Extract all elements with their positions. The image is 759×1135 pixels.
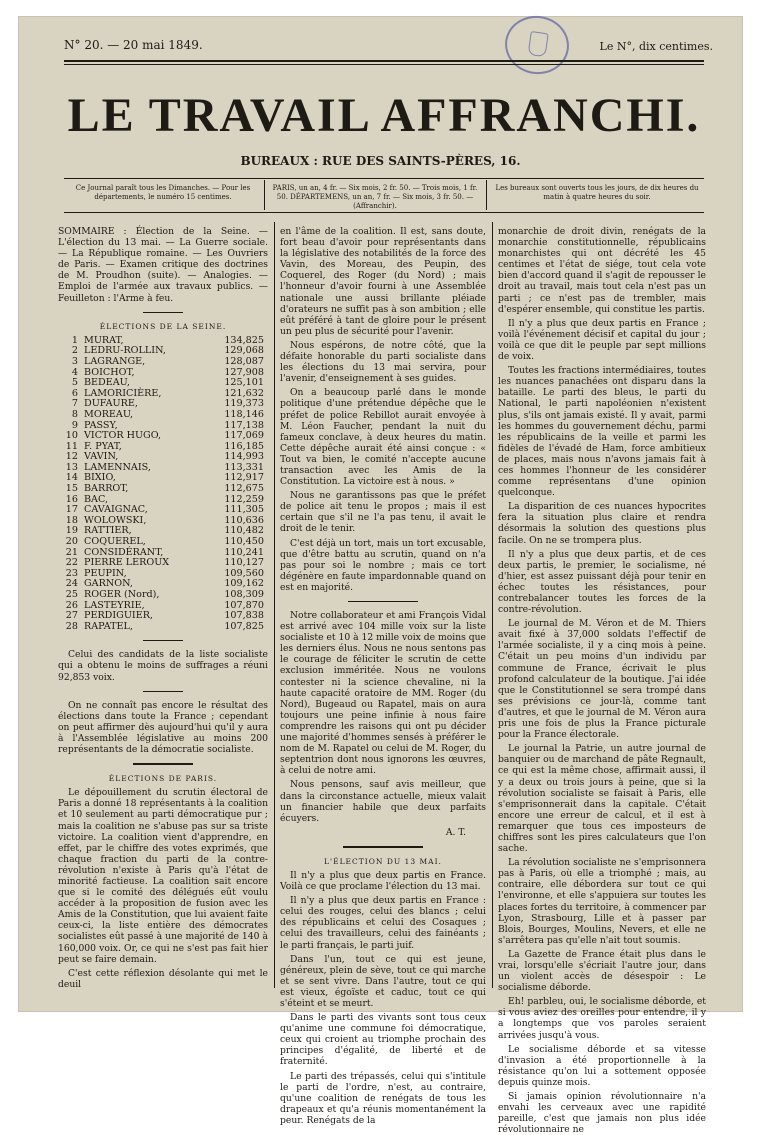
- paragraph: Il n'y a plus que deux partis en France : celui des rouges, celui des blancs ; celui des républicains et celui des Cosaques ; celui des travailleurs, celui des fainéants ; le parti français, le parti juif.: [280, 895, 486, 951]
- result-rank: 19: [65, 525, 78, 537]
- result-candidate: COQUEREL,: [84, 536, 146, 548]
- column-rule-2: [492, 222, 493, 988]
- results-heading: ÉLECTIONS DE LA SEINE.: [99, 321, 227, 331]
- result-votes: 118,146: [224, 408, 264, 420]
- signature: A. T.: [445, 826, 466, 838]
- masthead-title: LE TRAVAIL AFFRANCHI.: [67, 89, 701, 142]
- paragraph: Si jamais opinion révolutionnaire n'a envahi les cerveaux avec une rapidité pareille, c'est que jamais non plus idée révolutionnaire ne: [498, 1091, 706, 1135]
- result-rank: 21: [65, 546, 78, 558]
- result-votes: 112,917: [224, 472, 264, 484]
- result-candidate: LASTEYRIE,: [84, 599, 145, 611]
- paragraph: Il n'y a plus que deux partis, et de ces deux partis, le premier, le socialisme, né d'hier, est assez puissant déjà pour tenir en échec toutes les résistances, pour contrebalancer toutes les forces de la contre-révolution.: [498, 548, 706, 616]
- paragraph: On a beaucoup parlé dans le monde politique d'une prétendue dépêche que le préfet de police Rebillot aurait envoyée à M. Léon Faucher, pendant la nuit du fameux conclave, à deux heures du matin. Cette dépêche aurait été ainsi conçue : « Tout va bien, le comité n'accepte aucune transaction avec les Amis de la Constitution. La victoire est à nous. »: [280, 387, 486, 488]
- result-candidate: LAGRANGE,: [84, 355, 146, 367]
- result-rank: 13: [65, 461, 78, 473]
- result-candidate: LAMENNAIS,: [84, 461, 151, 473]
- result-candidate: PIERRE LEROUX: [84, 557, 170, 569]
- issue-number: N° 20. — 20 mai 1849.: [64, 38, 203, 52]
- separator: [143, 691, 183, 692]
- info-divider-1: [264, 180, 265, 210]
- result-rank: 24: [65, 578, 78, 590]
- info-rule-top: [64, 178, 704, 179]
- paragraph: C'est cette réflexion désolante qui met le deuil: [58, 967, 268, 990]
- top-rule: [64, 60, 704, 62]
- result-votes: 119,373: [224, 398, 264, 410]
- paragraph: Celui des candidats de la liste socialiste qui a obtenu le moins de suffrages a réuni 92,853 voix.: [58, 649, 268, 683]
- bureaux-address: BUREAUX : RUE DES SAINTS-PÈRES, 16.: [240, 154, 521, 168]
- result-rank: 26: [65, 599, 78, 611]
- result-candidate: CAVAIGNAC,: [84, 504, 148, 516]
- newspaper-page: [18, 16, 743, 1135]
- paragraph: monarchie de droit divin, renégats de la monarchie constitutionnelle, républicains monarchistes qui ont décrété les 45 centimes et l'état de siége, tout cela vote bien d'accord quand il s'agit de repousser le droit au travail, mais tout cela n'est pas un parti ; ce n'est pas de trembler, mais d'espérer ensemble, qui constitue les partis.: [498, 226, 706, 315]
- result-candidate: BARROT,: [84, 483, 129, 495]
- library-stamp: [501, 12, 572, 78]
- column-rule-1: [274, 222, 275, 988]
- result-candidate: MURAT,: [84, 334, 124, 346]
- result-votes: 110,450: [224, 536, 264, 548]
- paragraph: Le journal la Patrie, un autre journal de banquier ou de marchand de pâte Regnault, ce qui est la même chose, affirmait aussi, il y a deux ou trois jours à peine, que si la révolution socialiste se faisait à Paris, elle s'emprisonnerait dans la capitale. C'était encore une erreur de calcul, et il est à remarquer que tous ces imposteurs de chiffres sont les pires calculateurs que l'on sache.: [498, 743, 706, 855]
- result-votes: 110,127: [224, 557, 264, 569]
- paragraph: Nous pensons, sauf avis meilleur, que dans la circonstance actuelle, mieux valait un financier habile que deux parfaits écuyers.: [280, 779, 486, 824]
- separator: [348, 601, 418, 602]
- result-rank: 10: [65, 430, 78, 442]
- result-rank: 22: [65, 557, 78, 569]
- separator: [133, 763, 193, 765]
- paragraph: Dans le parti des vivants sont tous ceux qu'anime une commune foi démocratique, ceux qui croient au triomphe prochain des principes d'égalité, de liberté et de fraternité.: [280, 1012, 486, 1068]
- result-candidate: BIXIO,: [84, 472, 116, 484]
- result-candidate: DUFAURE,: [84, 398, 138, 410]
- separator: [143, 640, 183, 641]
- result-votes: 108,309: [224, 589, 264, 600]
- result-votes: 109,560: [224, 567, 264, 579]
- sommaire: SOMMAIRE : Élection de la Seine. — L'élection du 13 mai. — La Guerre sociale. — La République romaine. — Les Ouvriers de Paris. — Examen critique des doctrines de M. Proudhon (suite). — Analogies. — Emploi de l'armée aux travaux publics. — Feuilleton : l'Arme à feu.: [58, 226, 268, 304]
- result-votes: 113,331: [224, 461, 264, 473]
- result-rank: 23: [65, 567, 78, 579]
- column-1: [58, 226, 268, 990]
- paragraph: Notre collaborateur et ami François Vidal est arrivé avec 104 mille voix sur la liste socialiste et 10 à 12 mille voix de moins que les derniers élus. Nous ne nous sentons pas le courage de féliciter le scrutin de cette exclusion imméritée. Nous ne voulons contester ni la science chevaline, ni la haute capacité oratoire de MM. Roger (du Nord), Bugeaud ou Rapatel, mais on aura toujours une peine infinie à nous faire comprendre les raisons qui ont pu décider une majorité d'hommes sensés à préférer le nom de M. Rapatel ou celui de M. Roger, du septentrion dont nous ignorons les œuvres, à celui de notre ami.: [280, 610, 486, 777]
- column-3: [498, 226, 706, 1135]
- paragraph: La révolution socialiste ne s'emprisonnera pas à Paris, où elle a triomphé ; mais, au contraire, elle débordera sur tout ce qui l'environne, et elle s'appuiera sur toutes les places fortes du territoire, à commencer par Lyon, Strasbourg, Lille et à passer par Blois, Bourges, Moulins, Nevers, et elle ne s'arrêtera pas qu'elle n'ait tout soumis.: [498, 857, 706, 946]
- result-votes: 134,825: [224, 334, 264, 346]
- result-rank: 7: [71, 398, 78, 410]
- result-candidate: WOLOWSKI,: [84, 514, 147, 526]
- result-rank: 15: [65, 483, 78, 495]
- result-candidate: GARNON,: [84, 578, 133, 590]
- result-candidate: LAMORICIÈRE,: [84, 387, 162, 399]
- separator: [143, 312, 183, 313]
- info-subscription: PARIS, un an, 4 fr. — Six mois, 2 fr. 50. — Trois mois, 1 fr. 50. DÉPARTEMENS, un an, 7 fr. — Six mois, 3 fr. 50. — (Affranchir).: [272, 184, 478, 210]
- result-votes: 128,087: [224, 355, 264, 367]
- result-rank: 5: [71, 377, 78, 389]
- result-rank: 1: [71, 334, 78, 346]
- paragraph: Le dépouillement du scrutin électoral de Paris a donné 18 représentants à la coalition et 10 seulement au parti démocratique pur ; mais la coalition ne s'abuse pas sur sa triste victoire. La coalition vient d'apprendre, en effet, par le chiffre des votes exprimés, que chaque fraction du parti de la contre-révolution n'existe à Paris qu'à l'état de minorité factieuse. La coalition sait encore que si le comité des délégués eût voulu accéder à la proposition de fusion avec les Amis de la Constitution, que lui avaient faite ceux-ci, la liste entière des démocrates socialistes eût passé à une majorité de 140 à 160,000 voix. Or, ce qui ne s'est pas fait hier peut se faire demain.: [58, 787, 268, 965]
- result-votes: 109,162: [224, 578, 264, 590]
- top-rule-thin: [64, 64, 704, 65]
- paragraph: Nous espérons, de notre côté, que la défaite honorable du parti socialiste dans les élections du 13 mai servira, pour l'avenir, d'enseignement à ses guides.: [280, 339, 486, 385]
- result-candidate: BAC,: [84, 493, 109, 505]
- result-candidate: PEUPIN,: [84, 567, 127, 579]
- result-rank: 8: [71, 408, 78, 420]
- paragraph: Le socialisme déborde et sa vitesse d'invasion a été proportionnelle à la résistance qu'on lui a sottement opposée depuis quinze mois.: [498, 1043, 706, 1088]
- result-votes: 112,675: [224, 483, 264, 495]
- result-rank: 25: [65, 589, 78, 600]
- result-votes: 116,185: [224, 440, 264, 452]
- result-rank: 4: [71, 366, 78, 378]
- paragraph: Dans l'un, tout ce qui est jeune, généreux, plein de sève, tout ce qui marche et se sent vivre. Dans l'autre, tout ce qui est vieux, égoïste et caduc, tout ce qui s'éteint et se meurt.: [280, 953, 486, 1009]
- result-votes: 117,138: [224, 419, 264, 431]
- paragraph: C'est déjà un tort, mais un tort excusable, que d'être battu au scrutin, quand on n'a pas pour soi le nombre ; mais ce tort dégénère en faute impardonnable quand on est en majorité.: [280, 537, 486, 593]
- result-row: [64, 622, 268, 633]
- info-divider-2: [486, 180, 487, 210]
- result-votes: 129,068: [224, 345, 264, 357]
- crest-icon: [528, 31, 549, 57]
- paragraph: Il n'y a plus que deux partis en France. Voilà ce que proclame l'élection du 13 mai.: [280, 869, 486, 893]
- result-candidate: RAPATEL,: [84, 620, 133, 632]
- result-votes: 125,101: [224, 377, 264, 389]
- info-publication: Ce Journal paraît tous les Dimanches. — Pour les départements, le numéro 15 centimes.: [75, 184, 251, 201]
- result-rank: 17: [65, 504, 78, 516]
- paragraph: La Gazette de France était plus dans le vrai, lorsqu'elle s'écriait l'autre jour, dans un violent accès de désespoir : Le socialisme déborde.: [498, 948, 706, 994]
- result-votes: 117,069: [224, 430, 264, 442]
- result-rank: 11: [65, 440, 78, 452]
- result-votes: 121,632: [224, 387, 264, 399]
- result-votes: 110,636: [224, 514, 264, 526]
- result-rank: 12: [65, 451, 78, 463]
- result-rank: 20: [65, 536, 78, 548]
- result-rank: 14: [65, 472, 78, 484]
- paragraph: Il n'y a plus que deux partis en France ; voilà l'événement décisif et capital du jour ; voilà ce que dit le peuple par sept millions de voix.: [498, 317, 706, 363]
- result-rank: 3: [71, 355, 78, 367]
- result-candidate: RATTIER,: [84, 525, 132, 537]
- paragraph: Toutes les fractions intermédiaires, toutes les nuances panachées ont disparu dans la bataille. Le parti des bleus, le parti du National, le parti napoléonien n'existent plus, s'ils ont jamais existé. Il y avait, parmi les hommes du gouvernement déchu, parmi les républicains de la veille et parmi les fidèles de l'évadé de Ham, force ambitieux de places, mais nous n'avons jamais fait à ces hommes l'honneur de les considérer comme représentans d'une opinion quelconque.: [498, 365, 706, 499]
- result-candidate: MOREAU,: [84, 408, 134, 420]
- result-candidate: F. PYAT,: [84, 440, 122, 452]
- result-row: [64, 357, 268, 368]
- result-votes: 107,870: [224, 599, 264, 611]
- paragraph: La disparition de ces nuances hypocrites fera la situation plus claire et rendra désormais la solution des questions plus facile. On ne se trompera plus.: [498, 501, 706, 546]
- result-votes: 107,825: [224, 620, 264, 632]
- info-rule-bottom: [64, 212, 704, 213]
- paragraph: Eh! parbleu, oui, le socialisme déborde, et si vous aviez des oreilles pour entendre, il y a longtemps que vos paroles seraient arrivées jusqu'à vous.: [498, 996, 706, 1041]
- result-candidate: PERDIGUIER,: [84, 610, 153, 622]
- result-rank: 16: [65, 493, 78, 505]
- result-candidate: VICTOR HUGO,: [84, 430, 162, 442]
- election-results: [64, 336, 268, 633]
- paris-heading: ÉLECTIONS DE PARIS.: [108, 774, 218, 784]
- result-rank: 6: [71, 387, 78, 399]
- result-votes: 127,908: [224, 366, 264, 378]
- result-candidate: PASSY,: [84, 419, 118, 431]
- result-votes: 112,259: [224, 493, 264, 505]
- result-votes: 114,993: [224, 451, 264, 463]
- result-candidate: ROGER (Nord),: [84, 589, 160, 600]
- result-candidate: CONSIDÉRANT,: [84, 546, 164, 558]
- paragraph: Nous ne garantissons pas que le préfet de police ait tenu le propos ; mais il est certain que s'il ne l'a pas tenu, il avait le droit de le tenir.: [280, 490, 486, 535]
- result-votes: 111,305: [224, 504, 264, 516]
- paragraph: Le journal de M. Véron et de M. Thiers avait fixé à 37,000 soldats l'effectif de l'armée socialiste, il y a cinq mois à peine. C'était un peu moins d'un individu par commune de France, écrivait le plus profond calculateur de la boutique. J'ai idée que le Constitutionnel se sera trompé dans ses prévisions ce jour-là, comme tant d'autres, et que le journal de M. Véron aura pris une fois de plus la France picturale pour la France électorale.: [498, 618, 706, 741]
- info-office-hours: Les bureaux sont ouverts tous les jours, de dix heures du matin à quatre heures du soir.: [495, 184, 699, 201]
- paragraph: On ne connaît pas encore le résultat des élections dans toute la France ; cependant on peut affirmer dès aujourd'hui qu'il y aura à l'Assemblée législative au moins 200 représentants de la démocratie socialiste.: [58, 699, 268, 756]
- result-rank: 27: [65, 610, 78, 622]
- result-row: [64, 590, 268, 601]
- result-rank: 2: [71, 345, 78, 357]
- result-candidate: BOICHOT,: [84, 366, 135, 378]
- result-votes: 110,482: [224, 525, 264, 537]
- article-heading: L'ÉLECTION DU 13 MAI.: [324, 856, 442, 866]
- column-2: [280, 226, 486, 1126]
- result-votes: 107,838: [224, 610, 264, 622]
- result-rank: 28: [65, 620, 78, 632]
- issue-price: Le N°, dix centimes.: [599, 40, 713, 53]
- result-rank: 9: [71, 419, 78, 431]
- result-row: [64, 410, 268, 421]
- separator: [343, 846, 423, 848]
- result-candidate: LEDRU-ROLLIN,: [84, 345, 166, 357]
- result-candidate: VAVIN,: [84, 451, 119, 463]
- result-candidate: BEDEAU,: [84, 377, 130, 389]
- result-rank: 18: [65, 514, 78, 526]
- paragraph: Le parti des trépassés, celui qui s'intitule le parti de l'ordre, n'est, au contraire, qu'une coalition de renégats de tous les drapeaux et qu'a réunis momentanément la peur. Renégats de la: [280, 1070, 486, 1126]
- result-votes: 110,241: [224, 546, 264, 558]
- paragraph: en l'âme de la coalition. Il est, sans doute, fort beau d'avoir pour représentants dans la législative des notabilités de la force des Vavin, des Moreau, des Peupin, des Coquerel, des Roger (du Nord) ; mais l'honneur d'avoir fourni à une Assemblée nationale une aussi brillante pléiade d'orateurs ne suffit pas à son ambition ; elle eût préféré à tant de gloire pour le présent un peu plus de sécurité pour l'avenir.: [280, 226, 486, 337]
